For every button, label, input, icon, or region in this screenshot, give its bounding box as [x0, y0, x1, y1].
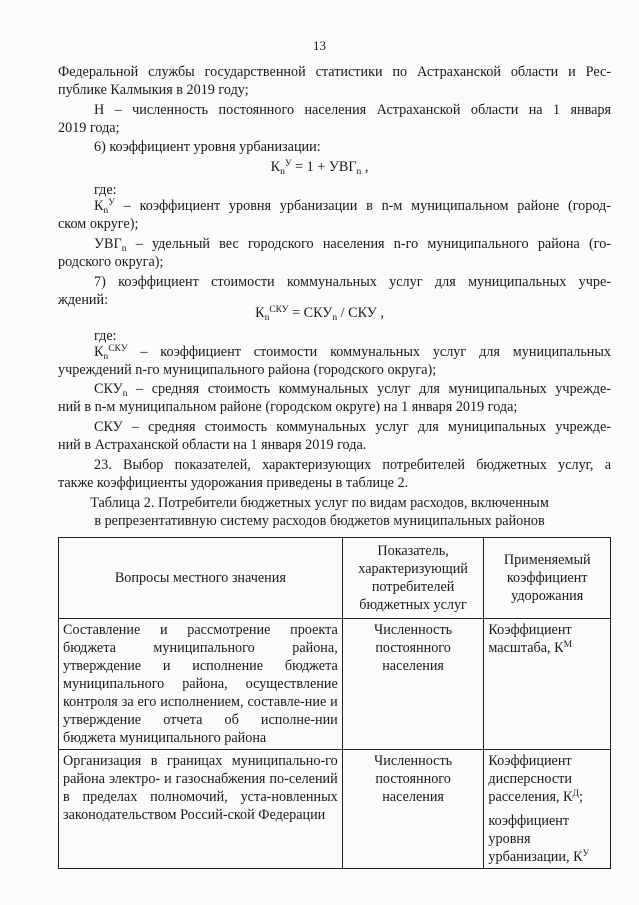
table-header-row [59, 538, 611, 619]
header-cell: Вопросы местного значения [59, 538, 343, 619]
text-line: публике Калмыкия в 2019 году; [58, 82, 249, 98]
table-row [59, 750, 611, 869]
text-line: Федеральной службы государственной статистики по Астраханской области и Рес- [58, 64, 611, 80]
issue-cell: Организация в границах муниципально-го района электро- и газоснабжения по-селений в пределах полномочий, уста-новленных законодательством Россий-ской Федерации [59, 750, 343, 869]
text-line: 6) коэффициент уровня урбанизации: [94, 139, 321, 155]
text-line: 2019 года; [58, 120, 120, 136]
text-line: СКУ – средняя стоимость коммунальных услуг для муниципальных учрежде- [94, 419, 611, 435]
header-cell: Показатель, характеризующий потребителей бюджетных услуг [342, 538, 484, 619]
text-line: учреждений n-го муниципального района (городского округа); [58, 362, 437, 378]
formula-utility-cost: $К_n^{СКУ} = СКУ_n$ / СКУ , [255, 305, 384, 323]
text-line: ний в Астраханской области на 1 января 2019 года. [58, 437, 367, 453]
table-caption-line: Таблица 2. Потребители бюджетных услуг по видам расходов, включенным [90, 495, 549, 511]
coefficient-cell: Коэффициент масштаба, $К^М$ [484, 619, 611, 750]
text-line: также коэффициенты удорожания приведены в таблице 2. [58, 475, 409, 491]
consumers-table [58, 537, 611, 869]
issue-cell: Составление и рассмотрение проекта бюджета муниципального района, утверждение и исполнение бюджета муниципального района, осуществление контроля за его исполнением, составле-ние и утверждение отчета об исполне-нии бюджета муниципального района [59, 619, 343, 750]
text-line: 23. Выбор показателей, характеризующих потребителей бюджетных услуг, а [94, 457, 611, 473]
text-line: Н – численность постоянного населения Астраханской области на 1 января [94, 102, 611, 118]
definition-line: $СКУ_n$ – средняя стоимость коммунальных услуг для муниципальных учрежде- [94, 381, 611, 399]
text-line: ском округе); [58, 216, 139, 232]
table-caption-line: в репрезентативную систему расходов бюджетов муниципальных районов [94, 513, 545, 529]
text-line: ний в n-м муниципальном районе (городском округе) на 1 января 2019 года; [58, 399, 518, 415]
coefficient-cell: Коэффициент дисперсности расселения, $К^Д$; коэффициент уровня урбанизации, $К^У$ [484, 750, 611, 869]
page-number: 13 [313, 38, 326, 53]
header-cell: Применяемый коэффициент удорожания [484, 538, 611, 619]
indicator-cell: Численность постоянного населения [342, 750, 484, 869]
table-row [59, 619, 611, 750]
text-line: родского округа); [58, 254, 164, 270]
indicator-cell: Численность постоянного населения [342, 619, 484, 750]
definition-line: $К_n^{СКУ}$ – коэффициент стоимости коммунальных услуг для муниципальных [94, 344, 612, 362]
definition-line: $К_n^У$ – коэффициент уровня урбанизации в n-м муниципальном районе (город- [94, 198, 612, 216]
definition-line: $УВГ_n$ – удельный вес городского населения n-го муниципального района (го- [94, 236, 612, 254]
text-line: 7) коэффициент стоимости коммунальных услуг для муниципальных учре- [94, 274, 611, 290]
formula-urbanization: $К_n^У = 1 + УВГ_n$ , [270, 159, 369, 177]
text-line: где: [94, 328, 117, 344]
text-line: ждений: [58, 292, 109, 308]
text-line: где: [94, 182, 117, 198]
